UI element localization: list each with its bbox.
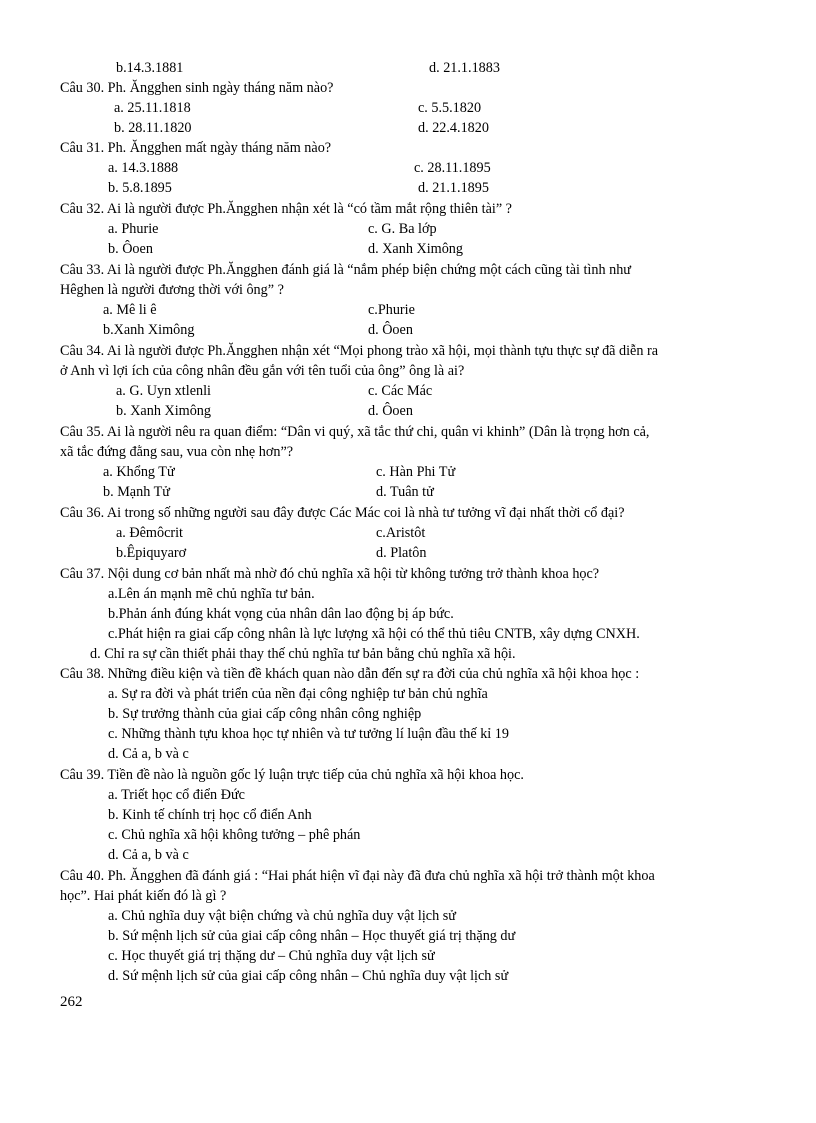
q33-option-a: a. Mê li ê — [103, 302, 157, 318]
q37-option-d: d. Chỉ ra sự cần thiết phải thay thế chủ nghĩa tư bản bằng chủ nghĩa xã hội. — [90, 646, 516, 662]
q40-option-d: d. Sứ mệnh lịch sử của giai cấp công nhân – Chủ nghĩa duy vật lịch sử — [108, 968, 509, 984]
q35-option-a: a. Khổng Tử — [103, 464, 175, 480]
q36-stem: Câu 36. Ai trong số những người sau đây được Các Mác coi là nhà tư tưởng vĩ đại nhất thời cổ đại? — [60, 505, 625, 521]
page-number: 262 — [60, 994, 83, 1010]
q38-option-b: b. Sự trưởng thành của giai cấp công nhân công nghiệp — [108, 706, 422, 722]
q40-option-c: c. Học thuyết giá trị thặng dư – Chủ nghĩa duy vật lịch sử — [108, 948, 435, 964]
q34-stem-line-2: ở Anh vì lợi ích của công nhân đều gắn với tên tuổi của ông” ông là ai? — [60, 363, 465, 379]
q37-option-c: c.Phát hiện ra giai cấp công nhân là lực lượng xã hội có thể thủ tiêu CNTB, xây dựng CNXH. — [108, 626, 640, 642]
q40-stem-line-2: học”. Hai phát kiến đó là gì ? — [60, 888, 227, 904]
q37-option-a: a.Lên án mạnh mẽ chủ nghĩa tư bản. — [108, 586, 315, 602]
q33-stem-line-1: Câu 33. Ai là người được Ph.Ăngghen đánh giá là “nắm phép biện chứng một cách cũng tài tình như — [60, 262, 631, 278]
q31-stem: Câu 31. Ph. Ăngghen mất ngày tháng năm nào? — [60, 140, 332, 156]
q39-option-c: c. Chủ nghĩa xã hội không tưởng – phê phán — [108, 827, 361, 843]
q37-option-b: b.Phản ánh đúng khát vọng của nhân dân lao động bị áp bức. — [108, 606, 454, 622]
q33-stem-line-2: Hêghen là người đương thời với ông” ? — [60, 282, 284, 298]
q40-option-b: b. Sứ mệnh lịch sử của giai cấp công nhân – Học thuyết giá trị thặng dư — [108, 928, 516, 944]
q30-option-b: b. 28.11.1820 — [114, 120, 192, 136]
q39-option-b: b. Kinh tế chính trị học cổ điển Anh — [108, 807, 312, 823]
q39-option-d: d. Cả a, b và c — [108, 847, 189, 863]
q36-option-a: a. Đêmôcrit — [116, 525, 183, 541]
q34-option-c: c. Các Mác — [368, 383, 433, 399]
q38-option-c: c. Những thành tựu khoa học tự nhiên và tư tưởng lí luận đầu thế kỉ 19 — [108, 726, 509, 742]
q35-stem-line-2: xã tắc đứng đằng sau, vua còn nhẹ hơn”? — [60, 444, 294, 460]
q30-stem: Câu 30. Ph. Ăngghen sinh ngày tháng năm nào? — [60, 80, 334, 96]
q31-option-b: b. 5.8.1895 — [108, 180, 172, 196]
q34-option-d: d. Ôoen — [368, 403, 413, 419]
q36-option-c: c.Aristôt — [376, 525, 426, 541]
q31-option-a: a. 14.3.1888 — [108, 160, 179, 176]
q35-option-c: c. Hàn Phi Tử — [376, 464, 456, 480]
q39-stem: Câu 39. Tiền đề nào là nguồn gốc lý luận trực tiếp của chủ nghĩa xã hội khoa học. — [60, 767, 524, 783]
q35-stem-line-1: Câu 35. Ai là người nêu ra quan điểm: “Dân vi quý, xã tắc thứ chi, quân vi khinh” (Dân là trọng hơn cả, — [60, 424, 650, 440]
q38-stem: Câu 38. Những điều kiện và tiền đề khách quan nào dẫn đến sự ra đời của chủ nghĩa xã hội khoa học : — [60, 666, 640, 682]
q33-option-d: d. Ôoen — [368, 322, 413, 338]
q32-option-b: b. Ôoen — [108, 241, 153, 257]
q33-option-b: b.Xanh Ximông — [103, 322, 195, 338]
q30-option-a: a. 25.11.1818 — [114, 100, 191, 116]
q33-option-c: c.Phurie — [368, 302, 415, 318]
q34-option-b: b. Xanh Ximông — [116, 403, 211, 419]
q36-option-d: d. Platôn — [376, 545, 427, 561]
q40-stem-line-1: Câu 40. Ph. Ăngghen đã đánh giá : “Hai phát hiện vĩ đại này đã đưa chủ nghĩa xã hội trở thành một khoa — [60, 868, 655, 884]
q38-option-a: a. Sự ra đời và phát triển của nền đại công nghiệp tư bản chủ nghĩa — [108, 686, 488, 702]
q30-option-c: c. 5.5.1820 — [418, 100, 482, 116]
q40-option-a: a. Chủ nghĩa duy vật biện chứng và chủ nghĩa duy vật lịch sử — [108, 908, 456, 924]
q39-option-a: a. Triết học cổ điển Đức — [108, 787, 245, 803]
q36-option-b: b.Êpiquyarơ — [116, 545, 187, 561]
q35-option-d: d. Tuân tử — [376, 484, 434, 500]
q34-option-a: a. G. Uyn xtlenli — [116, 383, 211, 399]
q37-stem: Câu 37. Nội dung cơ bản nhất mà nhờ đó chủ nghĩa xã hội từ không tưởng trở thành khoa học? — [60, 566, 600, 582]
q35-option-b: b. Mạnh Tử — [103, 484, 170, 500]
q32-option-a: a. Phurie — [108, 221, 159, 237]
q32-option-d: d. Xanh Ximông — [368, 241, 463, 257]
q30-option-d: d. 22.4.1820 — [418, 120, 489, 136]
q31-option-c: c. 28.11.1895 — [414, 160, 491, 176]
top-option-b: b.14.3.1881 — [116, 60, 184, 76]
q38-option-d: d. Cả a, b và c — [108, 746, 189, 762]
q32-option-c: c. G. Ba lớp — [368, 221, 437, 237]
q34-stem-line-1: Câu 34. Ai là người được Ph.Ăngghen nhận xét “Mọi phong trào xã hội, mọi thành tựu thực sự đã diễn ra — [60, 343, 659, 359]
q31-option-d: d. 21.1.1895 — [418, 180, 489, 196]
q32-stem: Câu 32. Ai là người được Ph.Ăngghen nhận xét là “có tầm mắt rộng thiên tài” ? — [60, 201, 512, 217]
top-option-d: d. 21.1.1883 — [429, 60, 500, 76]
